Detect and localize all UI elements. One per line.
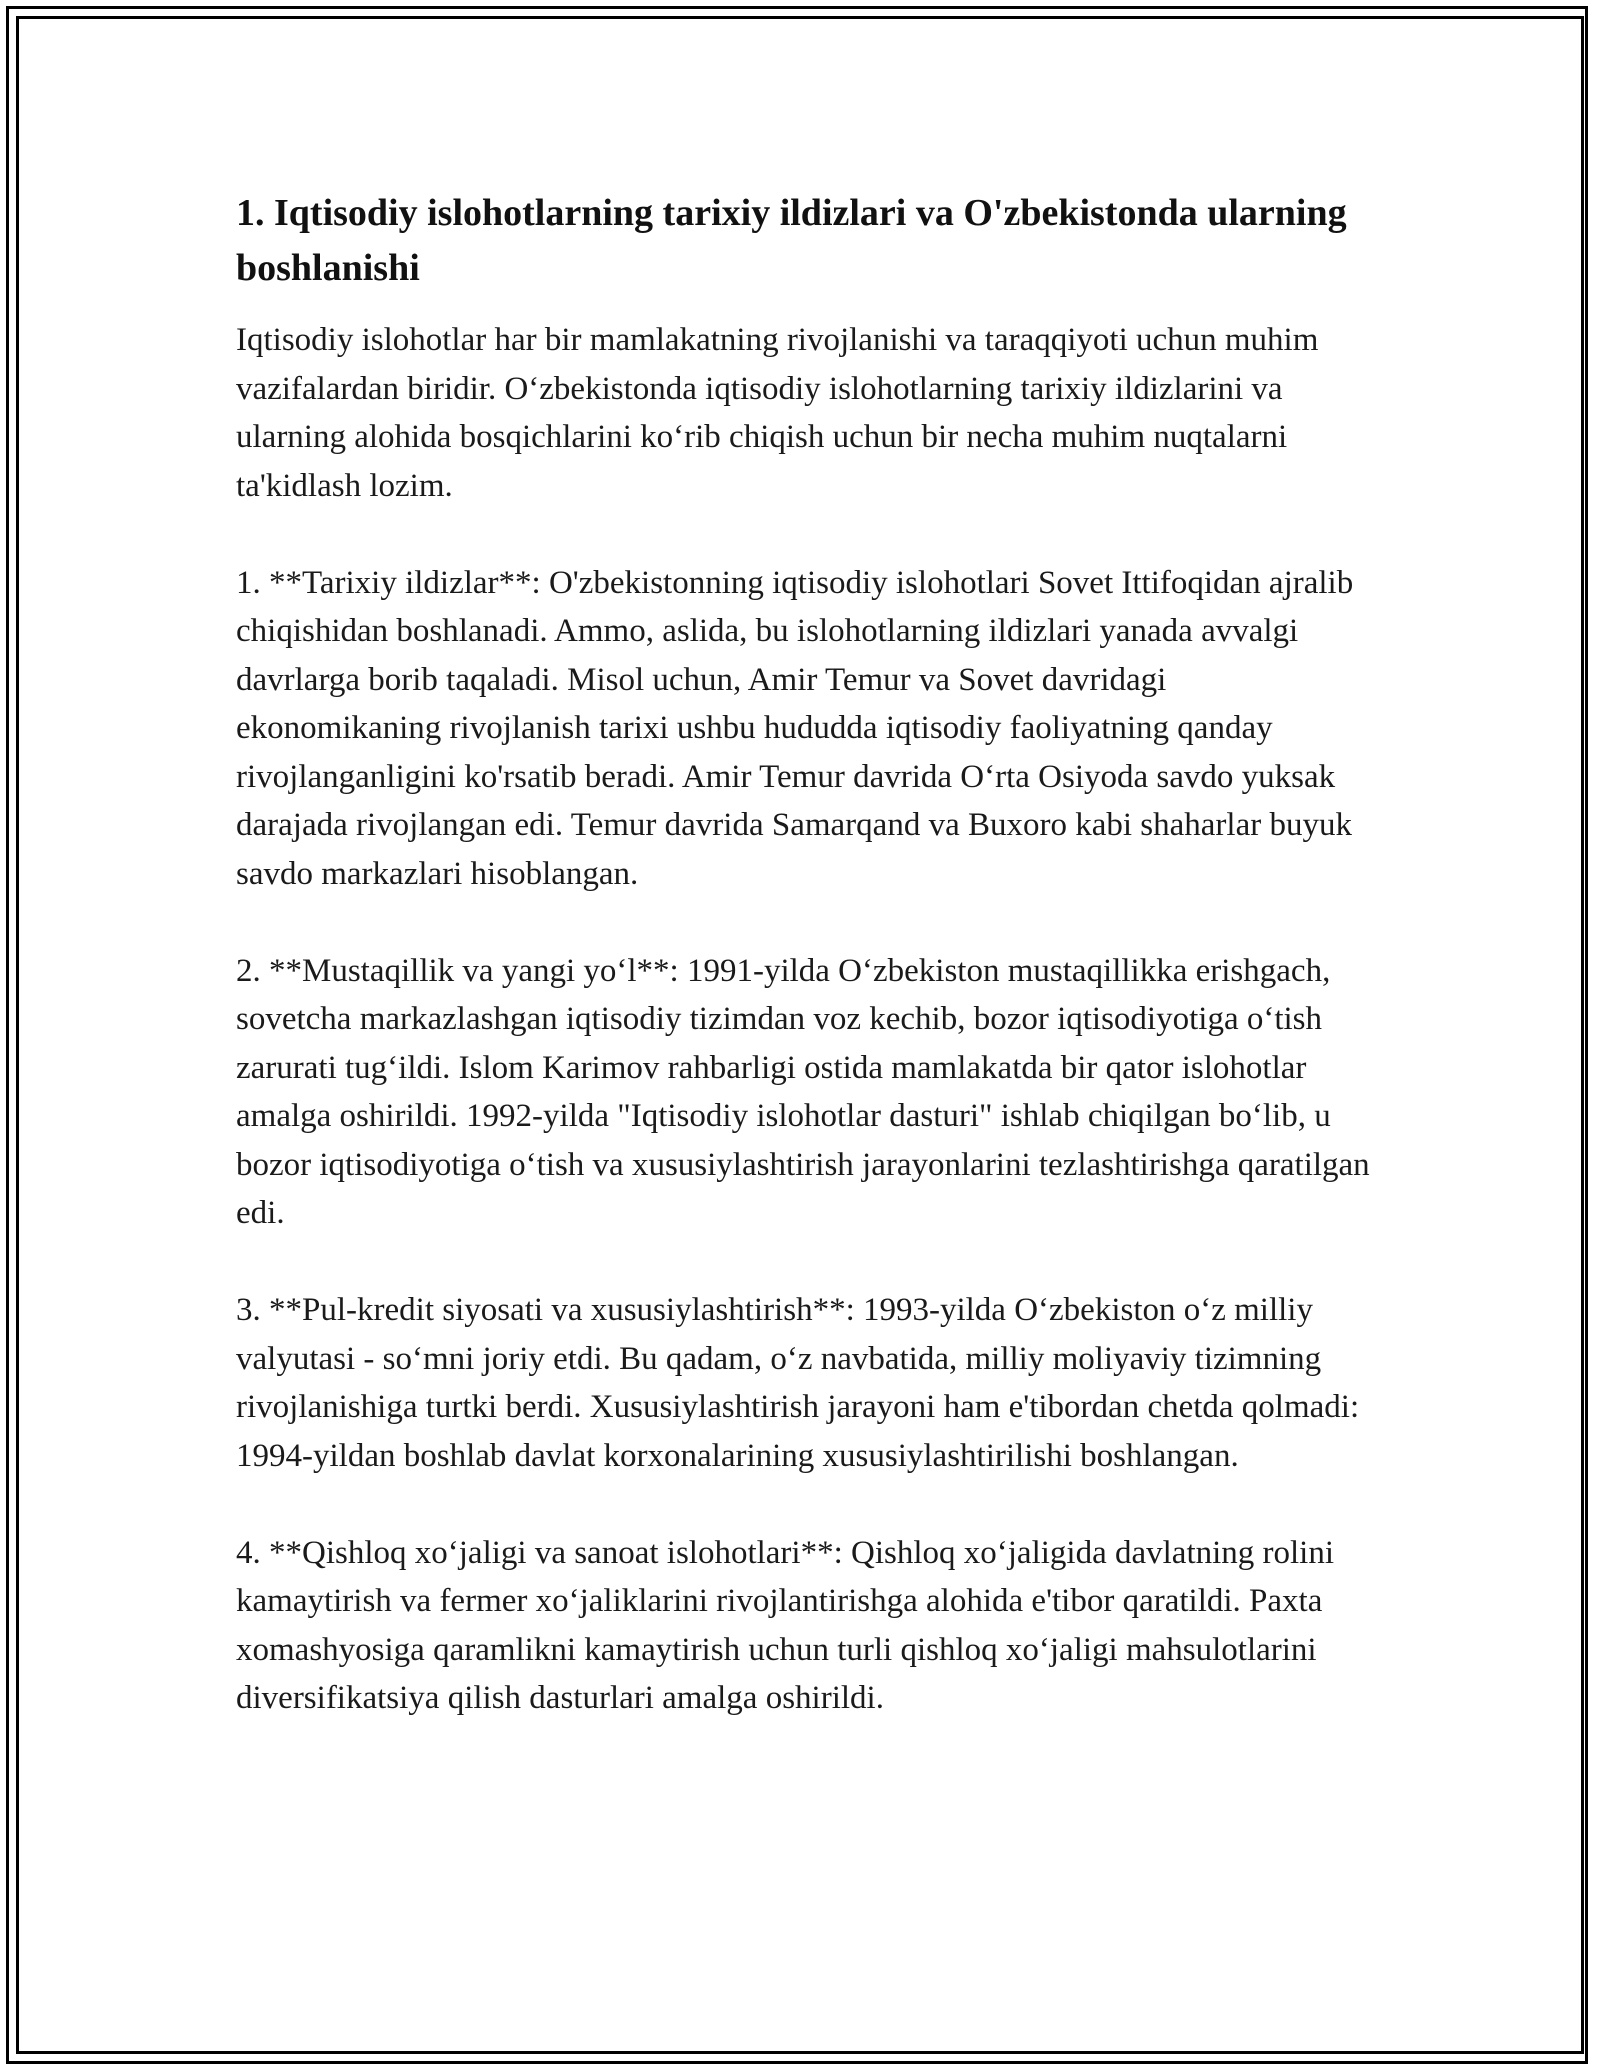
document-title: 1. Iqtisodiy islohotlarning tarixiy ildizlari va O'zbekistonda ularning boshlanishi bbox=[236, 192, 1347, 289]
document-body bbox=[236, 186, 1376, 1771]
section-historical-roots: 1. **Tarixiy ildizlar**: O'zbekistonning iqtisodiy islohotlari Sovet Ittifoqidan ajralib chiqishidan boshlanadi. Ammo, aslida, bu islohotlarning ildizlari yanada avvalgi davrlarga borib taqaladi. Misol uchun, Amir Temur va Sovet davridagi ekonomikaning rivojlanish tarixi ushbu hududda iqtisodiy faoliyatning qanday rivojlanganligini ko'rsatib beradi. Amir Temur davrida O‘rta Osiyoda savdo yuksak darajada rivojlangan edi. Temur davrida Samarqand va Buxoro kabi shaharlar buyuk savdo markazlari hisoblangan. bbox=[236, 564, 1354, 892]
section-independence: 2. **Mustaqillik va yangi yo‘l**: 1991-yilda O‘zbekiston mustaqillikka erishgach, sovetcha markazlashgan iqtisodiy tizimdan voz kechib, bozor iqtisodiyotiga o‘tish zarurati tug‘ildi. Islom Karimov rahbarligi ostida mamlakatda bir qator islohotlar amalga oshirildi. 1992-yilda "Iqtisodiy islohotlar dasturi" ishlab chiqilgan bo‘lib, u bozor iqtisodiyotiga o‘tish va xususiylashtirish jarayonlarini tezlashtirishga qaratilgan edi. bbox=[236, 952, 1370, 1231]
section-agriculture-industry: 4. **Qishloq xo‘jaligi va sanoat islohotlari**: Qishloq xo‘jaligida davlatning rolini kamaytirish va fermer xo‘jaliklarini rivojlantirishga alohida e'tibor qaratildi. Paxta xomashyosiga qaramlikni kamaytirish uchun turli qishloq xo‘jaligi mahsulotlarini diversifikatsiya qilish dasturlari amalga oshirildi. bbox=[236, 1534, 1335, 1716]
section-monetary-policy: 3. **Pul-kredit siyosati va xususiylashtirish**: 1993-yilda O‘zbekiston o‘z milliy valyutasi - so‘mni joriy etdi. Bu qadam, o‘z navbatida, milliy moliyaviy tizimning rivojlanishiga turtki berdi. Xususiylashtirish jarayoni ham e'tibordan chetda qolmadi: 1994-yildan boshlab davlat korxonalarining xususiylashtirilishi boshlangan. bbox=[236, 1292, 1360, 1474]
intro-paragraph: Iqtisodiy islohotlar har bir mamlakatning rivojlanishi va taraqqiyoti uchun muhim vazifalardan biridir. O‘zbekistonda iqtisodiy islohotlarning tarixiy ildizlarini va ularning alohida bosqichlarini ko‘rib chiqish uchun bir necha muhim nuqtalarni ta'kidlash lozim. bbox=[236, 322, 1319, 504]
